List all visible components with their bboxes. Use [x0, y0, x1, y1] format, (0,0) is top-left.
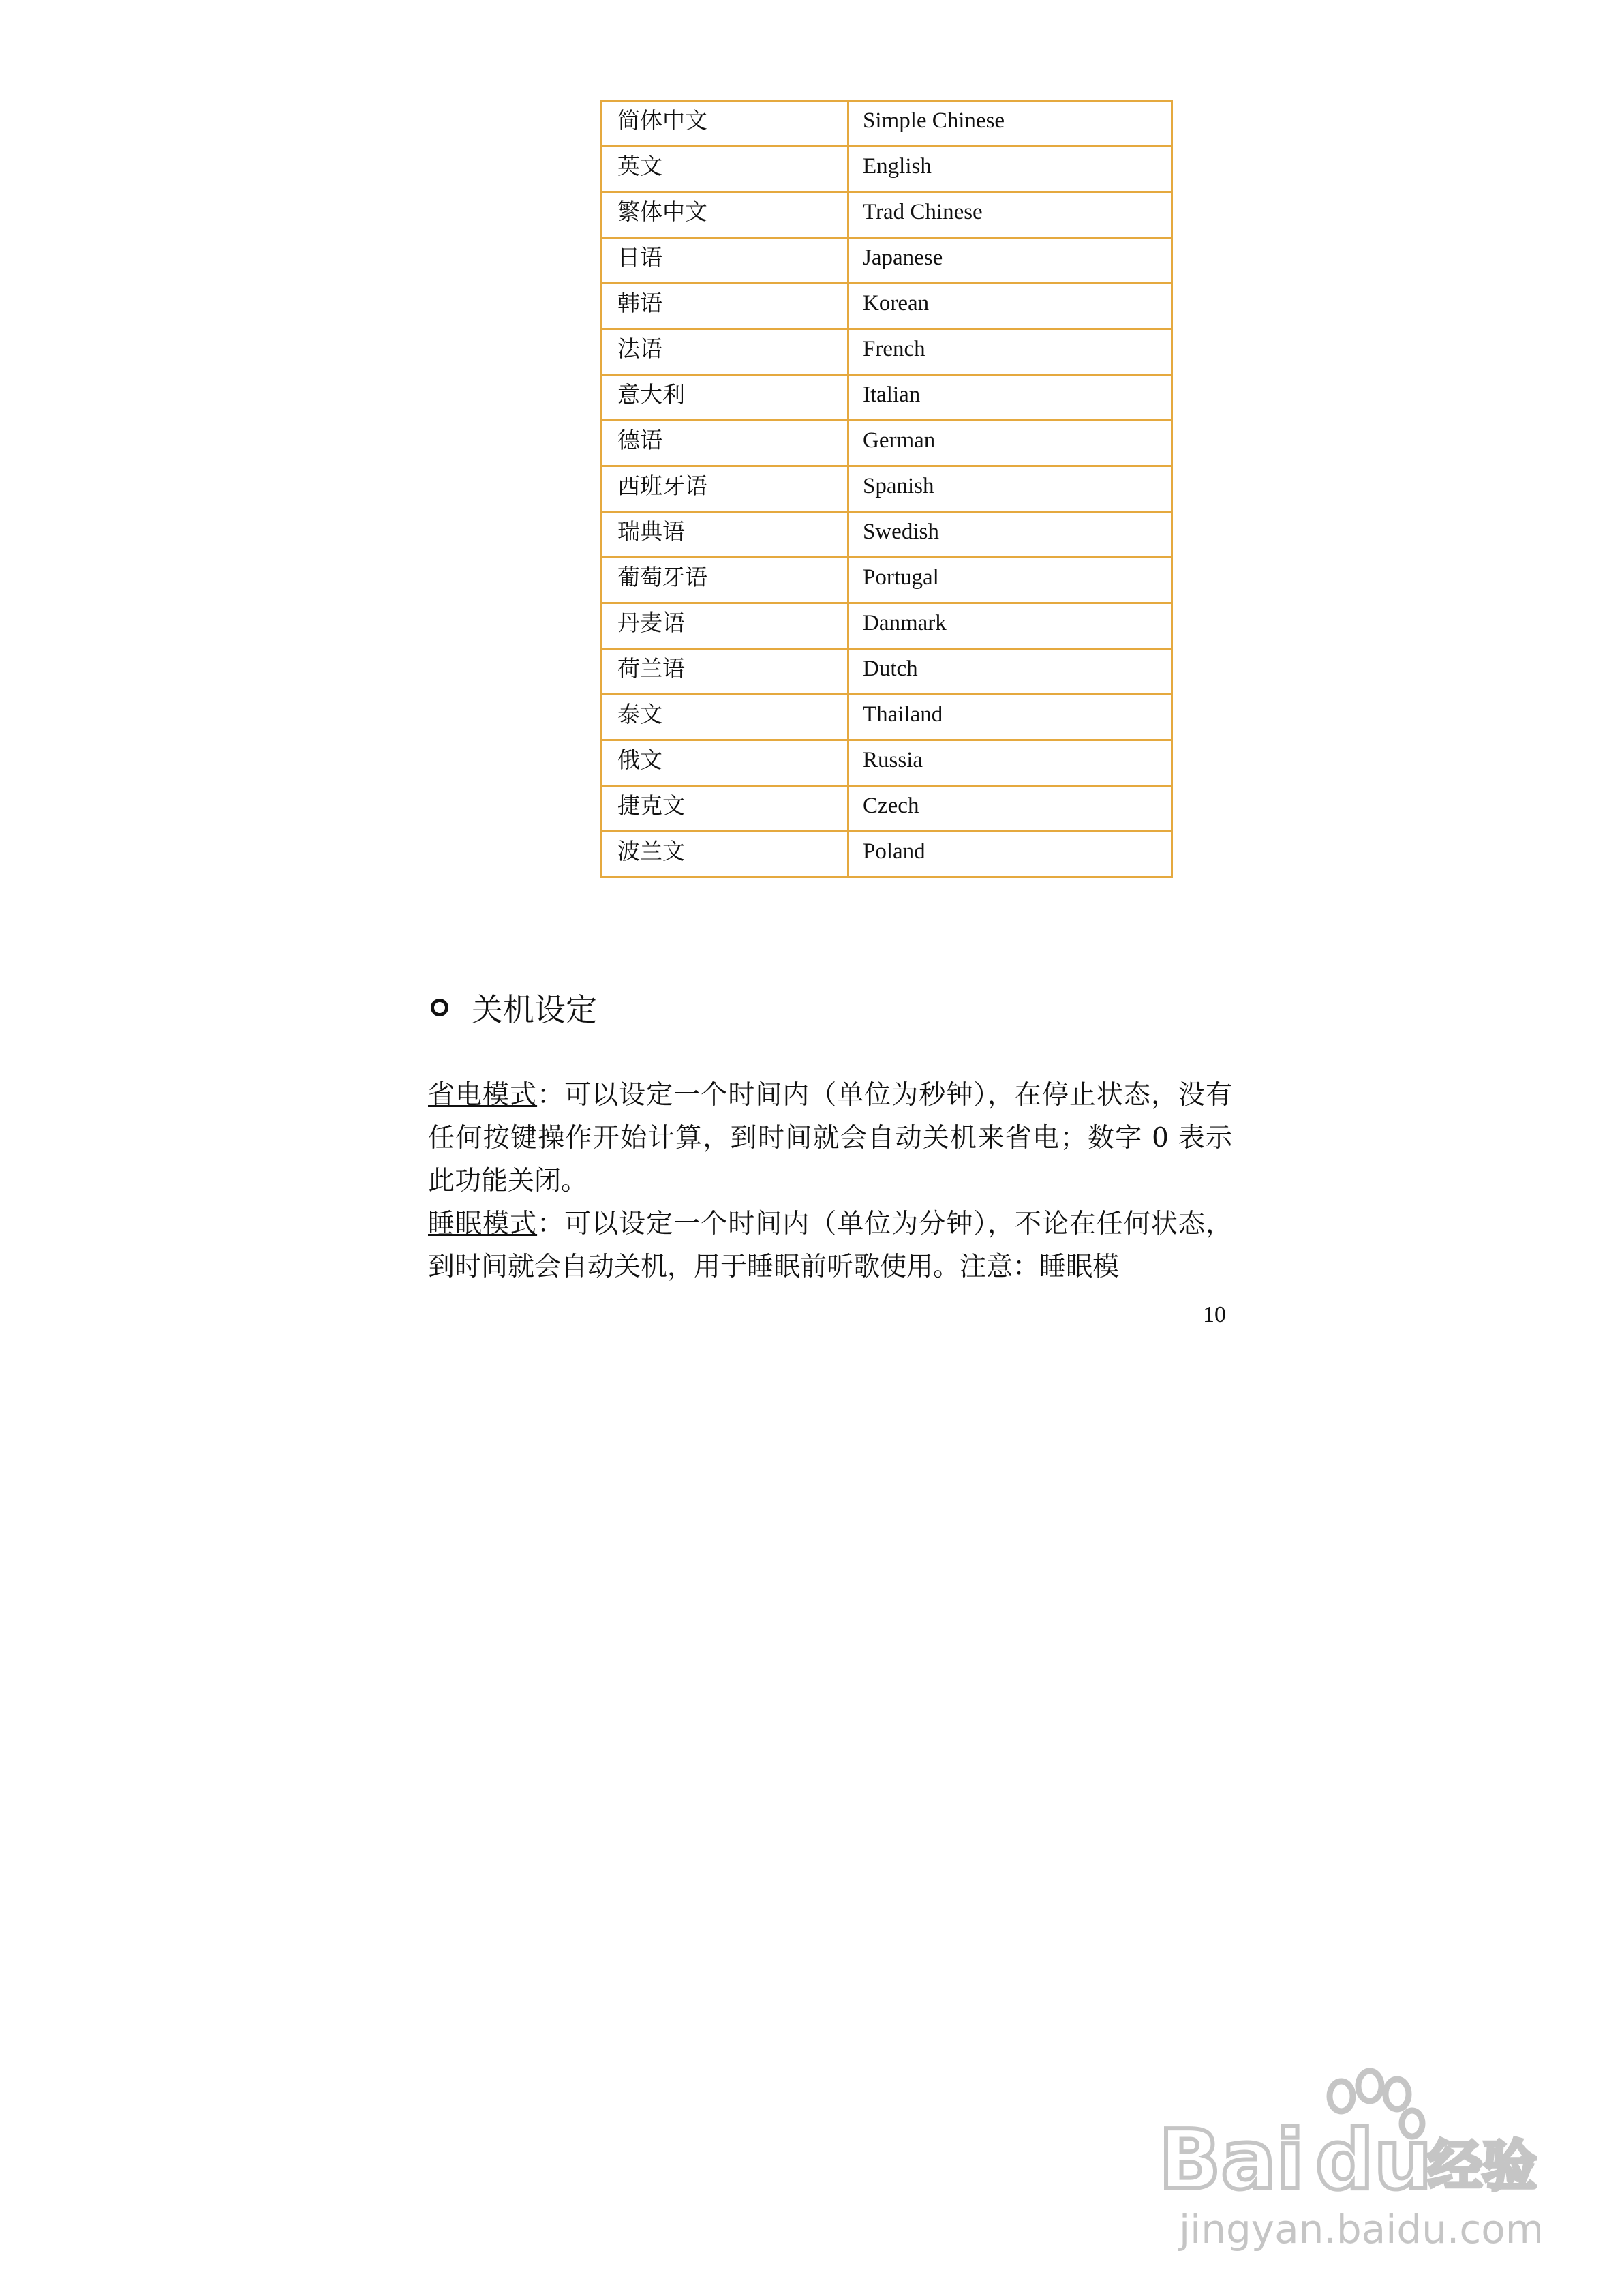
language-row: [602, 147, 1172, 192]
language-chinese-name: 葡萄牙语: [602, 558, 848, 603]
language-english-name: Poland: [848, 832, 1172, 877]
watermark-url: jingyan.baidu.com: [1179, 2206, 1540, 2252]
baidu-jingyan-watermark: [1159, 2059, 1540, 2263]
language-chinese-name: 繁体中文: [602, 192, 848, 238]
language-english-name: Dutch: [848, 649, 1172, 695]
language-row: [602, 603, 1172, 649]
language-chinese-name: 荷兰语: [602, 649, 848, 695]
language-english-name: German: [848, 421, 1172, 466]
language-chinese-name: 日语: [602, 238, 848, 284]
circle-bullet-icon: [431, 999, 448, 1016]
language-row: [602, 284, 1172, 329]
language-table-body: [602, 101, 1172, 877]
svg-text:经验: 经验: [1428, 2134, 1537, 2198]
language-row: [602, 740, 1172, 786]
language-chinese-name: 法语: [602, 329, 848, 375]
language-row: [602, 649, 1172, 695]
power-saving-paragraph: [428, 1074, 1232, 1203]
language-chinese-name: 泰文: [602, 695, 848, 740]
language-row: [602, 466, 1172, 512]
sleep-mode-label: 睡眠模式: [428, 1209, 538, 1239]
language-chinese-name: 韩语: [602, 284, 848, 329]
language-row: [602, 512, 1172, 558]
svg-text:du: du: [1315, 2113, 1433, 2208]
section-title: 关机设定: [472, 991, 597, 1028]
page-number: 10: [1203, 1302, 1226, 1327]
language-english-name: Swedish: [848, 512, 1172, 558]
language-english-name: Trad Chinese: [848, 192, 1172, 238]
language-table: [600, 100, 1173, 878]
language-row: [602, 786, 1172, 832]
language-row: [602, 375, 1172, 421]
baidu-paw-logo-icon: [1159, 2059, 1540, 2263]
language-english-name: Czech: [848, 786, 1172, 832]
svg-text:Bai: Bai: [1159, 2113, 1304, 2208]
language-chinese-name: 意大利: [602, 375, 848, 421]
language-chinese-name: 捷克文: [602, 786, 848, 832]
language-english-name: Italian: [848, 375, 1172, 421]
language-english-name: Thailand: [848, 695, 1172, 740]
language-english-name: Japanese: [848, 238, 1172, 284]
language-chinese-name: 英文: [602, 147, 848, 192]
section-heading-shutdown-settings: [431, 987, 597, 1028]
language-chinese-name: 俄文: [602, 740, 848, 786]
language-english-name: Danmark: [848, 603, 1172, 649]
language-row: [602, 238, 1172, 284]
language-english-name: Russia: [848, 740, 1172, 786]
language-english-name: French: [848, 329, 1172, 375]
language-chinese-name: 波兰文: [602, 832, 848, 877]
language-english-name: English: [848, 147, 1172, 192]
language-english-name: Simple Chinese: [848, 101, 1172, 147]
language-chinese-name: 丹麦语: [602, 603, 848, 649]
language-chinese-name: 简体中文: [602, 101, 848, 147]
power-saving-label: 省电模式: [428, 1080, 538, 1111]
sleep-mode-paragraph: [428, 1203, 1232, 1288]
language-english-name: Spanish: [848, 466, 1172, 512]
language-row: [602, 329, 1172, 375]
language-row: [602, 832, 1172, 877]
language-row: [602, 101, 1172, 147]
language-row: [602, 558, 1172, 603]
power-saving-text: ：可以设定一个时间内（单位为秒钟），在停止状态，没有任何按键操作开始计算，到时间就会自动关机来省电；数字 0 表示此功能关闭。: [428, 1080, 1232, 1196]
language-chinese-name: 瑞典语: [602, 512, 848, 558]
language-row: [602, 695, 1172, 740]
language-chinese-name: 德语: [602, 421, 848, 466]
language-english-name: Portugal: [848, 558, 1172, 603]
language-row: [602, 192, 1172, 238]
language-row: [602, 421, 1172, 466]
language-chinese-name: 西班牙语: [602, 466, 848, 512]
language-english-name: Korean: [848, 284, 1172, 329]
sleep-mode-text: ：可以设定一个时间内（单位为分钟），不论在任何状态，到时间就会自动关机，用于睡眠前听歌使用。注意：睡眠模: [428, 1209, 1232, 1282]
